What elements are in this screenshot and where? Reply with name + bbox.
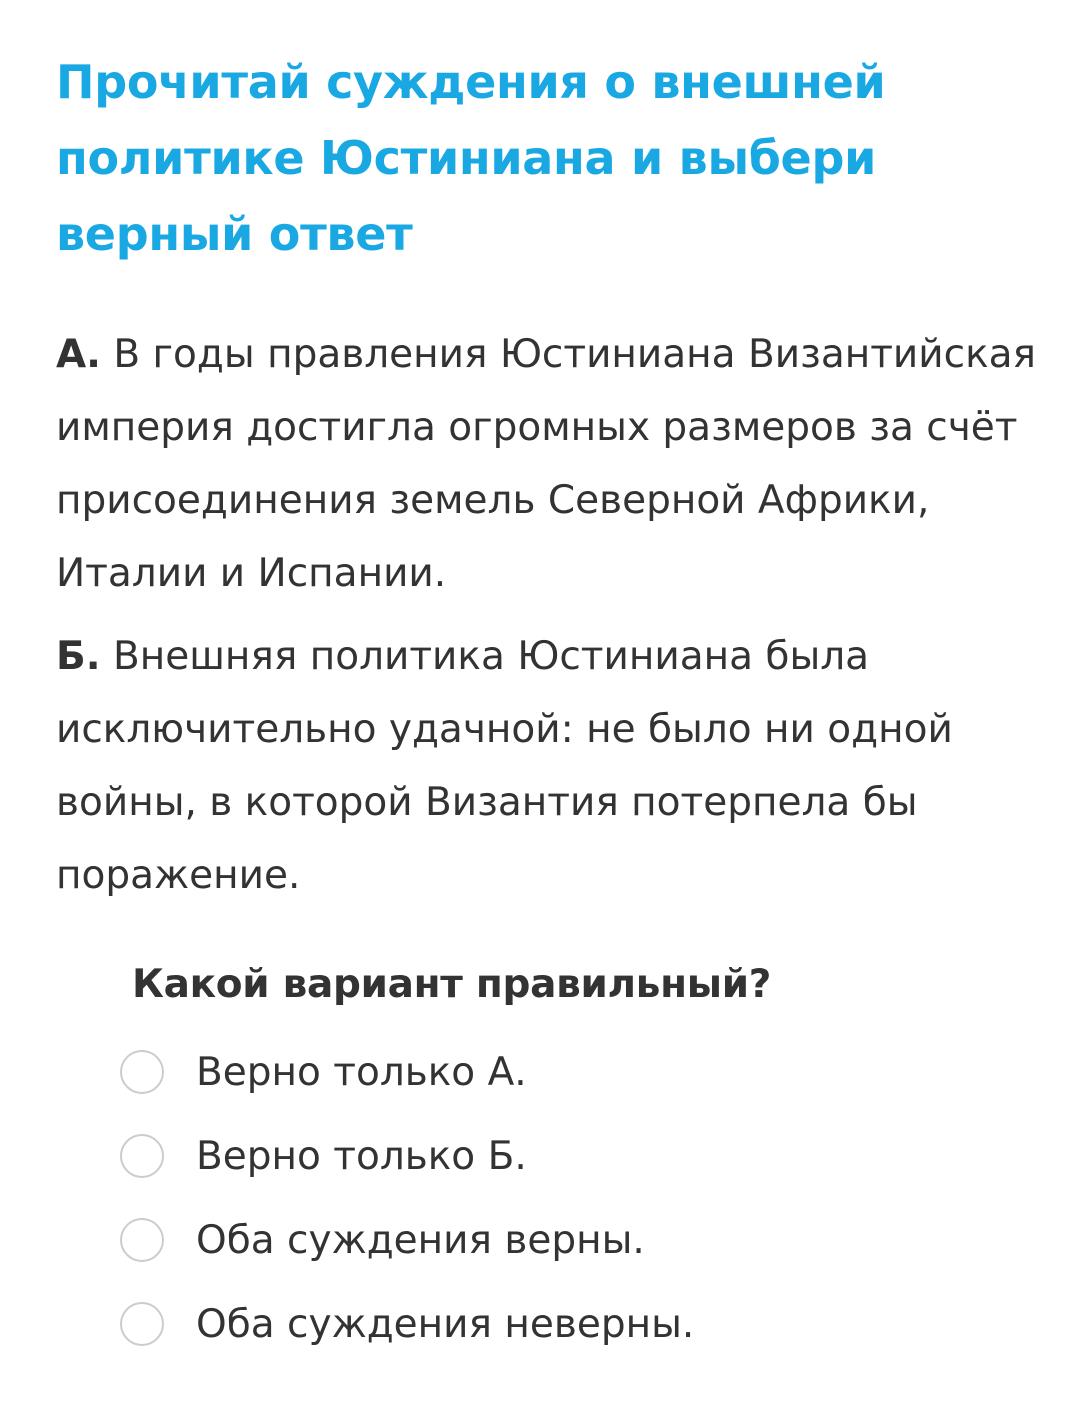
radio-button[interactable]	[120, 1134, 164, 1178]
option-label: Верно только А.	[196, 1049, 527, 1095]
option-label: Оба суждения неверны.	[196, 1301, 695, 1347]
statement-a	[56, 318, 1046, 610]
statement-b	[56, 620, 1046, 912]
statement-b-text: Внешняя политика Юстиниана была исключительно удачной: не было ни одной войны, в которой Византия потерпела бы поражение.	[56, 634, 953, 898]
option-label: Верно только Б.	[196, 1133, 527, 1179]
statement-b-letter: Б.	[56, 634, 101, 679]
option-both-true[interactable]	[120, 1198, 1020, 1282]
option-label: Оба суждения верны.	[196, 1217, 645, 1263]
option-only-b[interactable]	[120, 1114, 1020, 1198]
question-heading: Какой вариант правильный?	[132, 962, 772, 1007]
answer-options	[120, 1030, 1020, 1366]
statement-a-letter: А.	[56, 332, 101, 377]
option-both-false[interactable]	[120, 1282, 1020, 1366]
statement-a-text: В годы правления Юстиниана Византийская империя достигла огромных размеров за счёт присоединения земель Северной Африки, Италии и Испании.	[56, 332, 1036, 596]
radio-button[interactable]	[120, 1302, 164, 1346]
option-only-a[interactable]	[120, 1030, 1020, 1114]
radio-button[interactable]	[120, 1218, 164, 1262]
radio-button[interactable]	[120, 1050, 164, 1094]
task-title: Прочитай суждения о внешней политике Юстиниана и выбери верный ответ	[56, 55, 886, 261]
